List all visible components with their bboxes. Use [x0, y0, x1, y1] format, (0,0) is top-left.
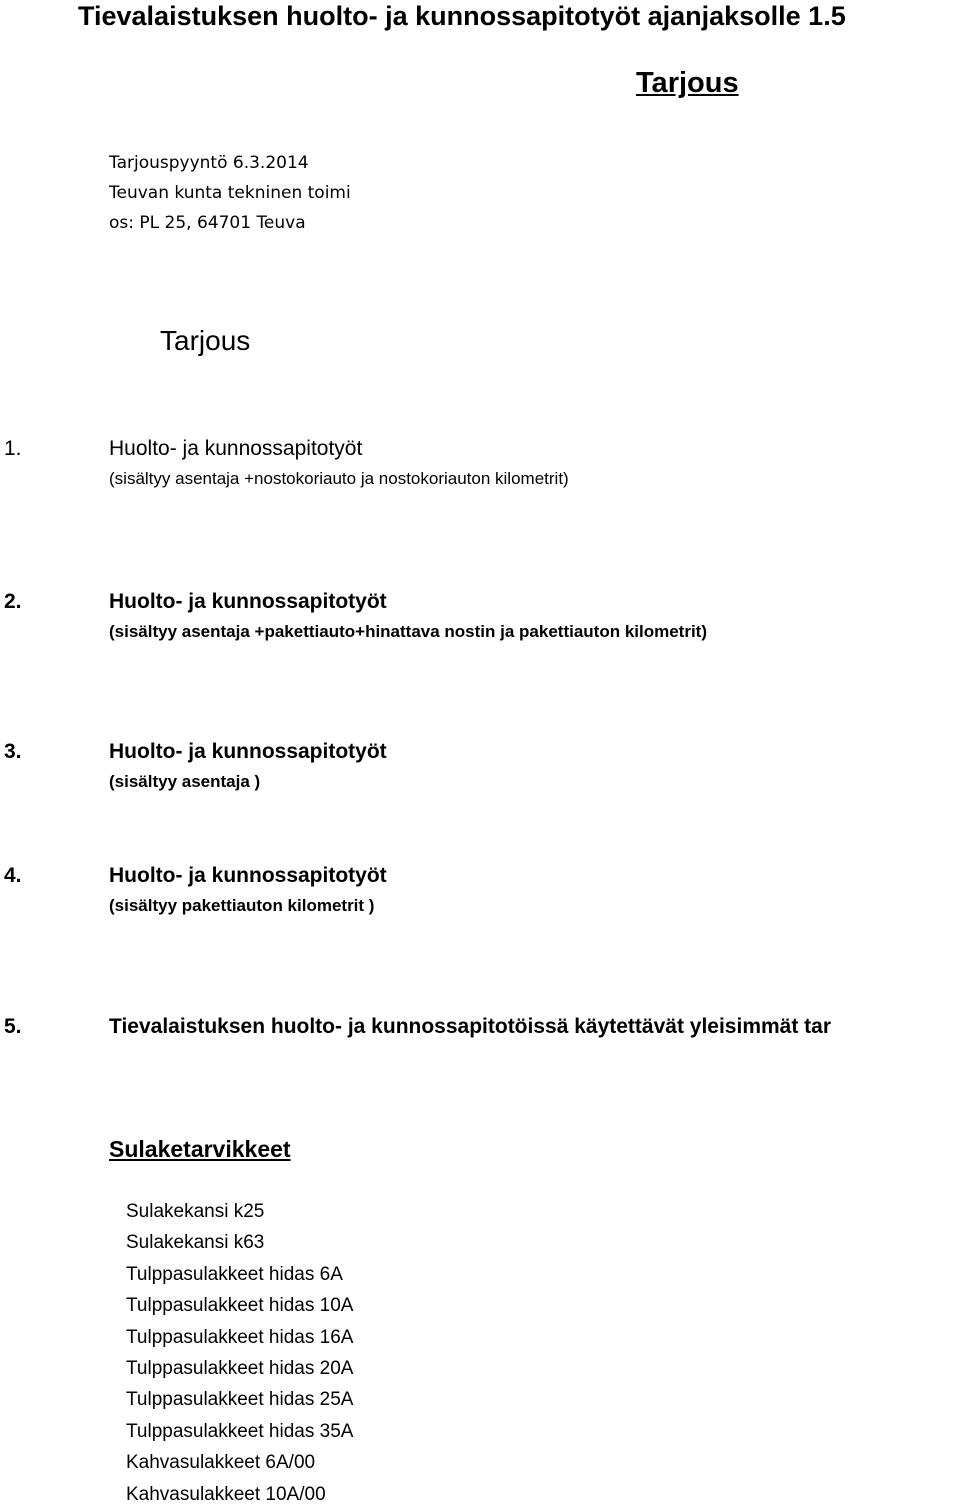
- section-number: 2.: [4, 590, 22, 613]
- fuse-supplies-list: [126, 1196, 353, 1510]
- list-item: Tulppasulakkeet hidas 16A: [126, 1326, 354, 1348]
- section-title: Huolto- ja kunnossapitotyöt: [109, 740, 387, 763]
- section-title: Huolto- ja kunnossapitotyöt: [109, 590, 387, 613]
- section-number: 3.: [4, 740, 22, 763]
- section-1: [0, 435, 960, 505]
- document-title: Tievalaistuksen huolto- ja kunnossapitotyöt ajanjaksolle 1.5: [78, 1, 846, 31]
- list-item: Tulppasulakkeet hidas 25A: [126, 1389, 354, 1411]
- section-title: Huolto- ja kunnossapitotyöt: [109, 864, 387, 887]
- list-item: Tulppasulakkeet hidas 10A: [126, 1295, 354, 1317]
- requester-name: Teuvan kunta tekninen toimi: [109, 183, 351, 203]
- section-number: 5.: [4, 1015, 22, 1038]
- section-note: (sisältyy asentaja +pakettiauto+hinattava nostin ja pakettiauton kilometrit): [109, 622, 707, 641]
- list-item: Tulppasulakkeet hidas 20A: [126, 1358, 354, 1380]
- requester-address: os: PL 25, 64701 Teuva: [109, 213, 306, 233]
- list-item: Kahvasulakkeet 10A/00: [126, 1483, 326, 1505]
- list-item: Tulppasulakkeet hidas 6A: [126, 1263, 343, 1285]
- section-note: (sisältyy asentaja ): [109, 772, 261, 791]
- section-number: 1.: [4, 437, 22, 460]
- list-item: Sulakekansi k25: [126, 1201, 265, 1222]
- section-3: [0, 738, 960, 808]
- list-item: Kahvasulakkeet 6A/00: [126, 1452, 316, 1474]
- fuse-supplies-heading: Sulaketarvikkeet: [109, 1136, 291, 1162]
- section-note: (sisältyy pakettiauton kilometrit ): [109, 896, 375, 915]
- offer-subheading: Tarjous: [160, 325, 251, 356]
- request-date: Tarjouspyyntö 6.3.2014: [109, 153, 309, 173]
- request-info: [109, 148, 351, 238]
- section-note: (sisältyy asentaja +nostokoriauto ja nostokoriauton kilometrit): [109, 469, 569, 488]
- section-title: Huolto- ja kunnossapitotyöt: [109, 437, 363, 460]
- section-number: 4.: [4, 864, 22, 887]
- section-title: Tievalaistuksen huolto- ja kunnossapitotöissä käytettävät yleisimmät tar: [109, 1015, 832, 1038]
- section-4: [0, 862, 960, 932]
- section-5: [0, 1013, 960, 1045]
- section-2: [0, 588, 960, 658]
- list-item: Sulakekansi k63: [126, 1232, 265, 1254]
- offer-heading: Tarjous: [636, 67, 739, 99]
- list-item: Tulppasulakkeet hidas 35A: [126, 1420, 354, 1442]
